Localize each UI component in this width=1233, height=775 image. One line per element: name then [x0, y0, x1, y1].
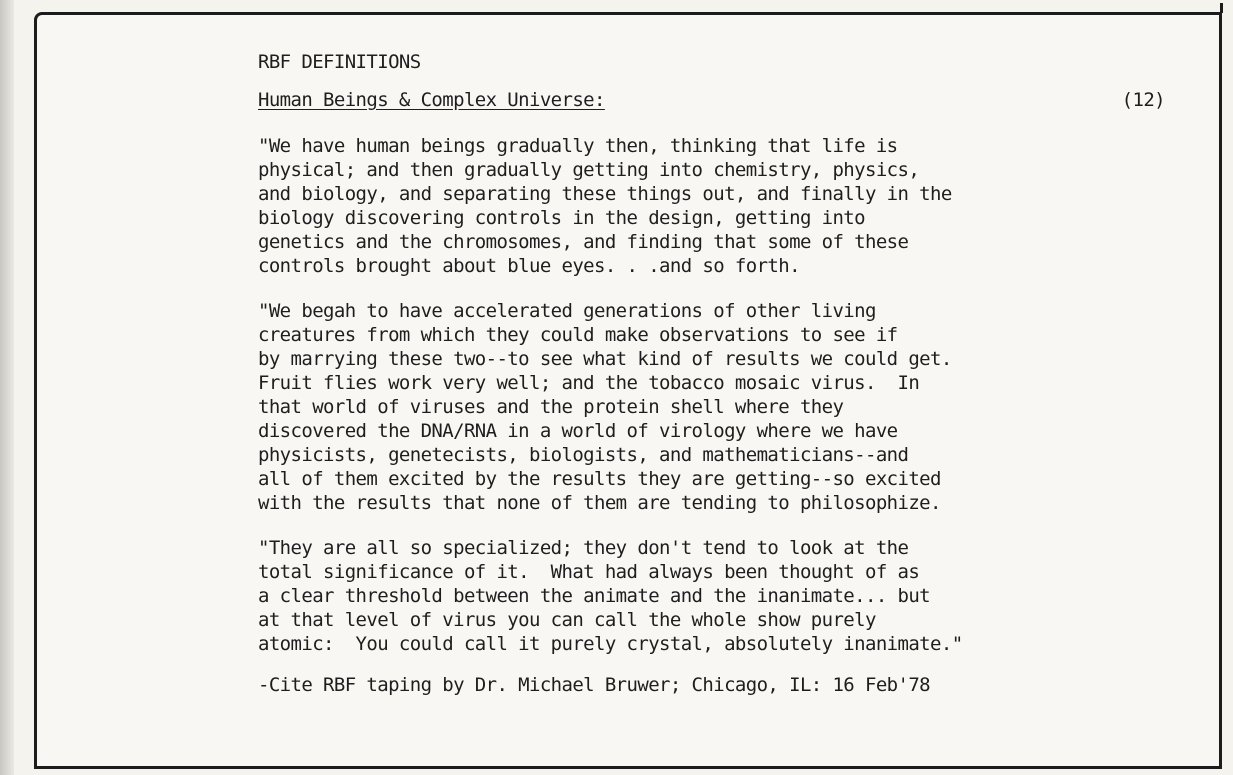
- citation: -Cite RBF taping by Dr. Michael Bruwer; Chicago, IL: 16 Feb'78: [258, 674, 931, 696]
- text-line: genetics and the chromosomes, and finding that some of these: [258, 231, 909, 253]
- heading-row: [258, 82, 1173, 118]
- text-line: biology discovering controls in the design, getting into: [258, 207, 865, 229]
- text-line: all of them excited by the results they are getting--so excited: [258, 468, 941, 490]
- text-line: physicists, genetecists, biologists, and mathematicians--and: [258, 444, 909, 466]
- page-number: (12): [1121, 89, 1165, 111]
- text-line: atomic: You could call it purely crystal, absolutely inanimate.": [258, 633, 963, 655]
- text-line: by marrying these two--to see what kind of results we could get.: [258, 348, 952, 370]
- text-line: a clear threshold between the animate and the inanimate... but: [258, 585, 931, 607]
- quote-paragraph-3: [258, 536, 1173, 656]
- page-edge-shadow: [0, 0, 14, 775]
- text-line: "We begah to have accelerated generations of other living: [258, 300, 876, 322]
- text-line: discovered the DNA/RNA in a world of virology where we have: [258, 420, 898, 442]
- text-line: with the results that none of them are tending to philosophize.: [258, 492, 941, 514]
- text-line: at that level of virus you can call the whole show purely: [258, 609, 876, 631]
- section-heading: Human Beings & Complex Universe:: [258, 89, 605, 111]
- text-line: "We have human beings gradually then, thinking that life is: [258, 135, 898, 157]
- text-line: creatures from which they could make observations to see if: [258, 324, 898, 346]
- text-line: that world of viruses and the protein shell where they: [258, 396, 844, 418]
- text-line: controls brought about blue eyes. . .and so forth.: [258, 255, 800, 277]
- quote-paragraph-2: [258, 299, 1173, 515]
- text-line: Fruit flies work very well; and the tobacco mosaic virus. In: [258, 372, 920, 394]
- text-line: "They are all so specialized; they don't tend to look at the: [258, 537, 909, 559]
- border-tick: [1220, 3, 1223, 13]
- quote-paragraph-1: [258, 134, 1173, 278]
- document-title: RBF DEFINITIONS: [258, 51, 421, 73]
- text-line: and biology, and separating these things out, and finally in the: [258, 183, 952, 205]
- card-content: [258, 44, 1173, 697]
- text-line: total significance of it. What had always been thought of as: [258, 561, 920, 583]
- text-line: physical; and then gradually getting into chemistry, physics,: [258, 159, 920, 181]
